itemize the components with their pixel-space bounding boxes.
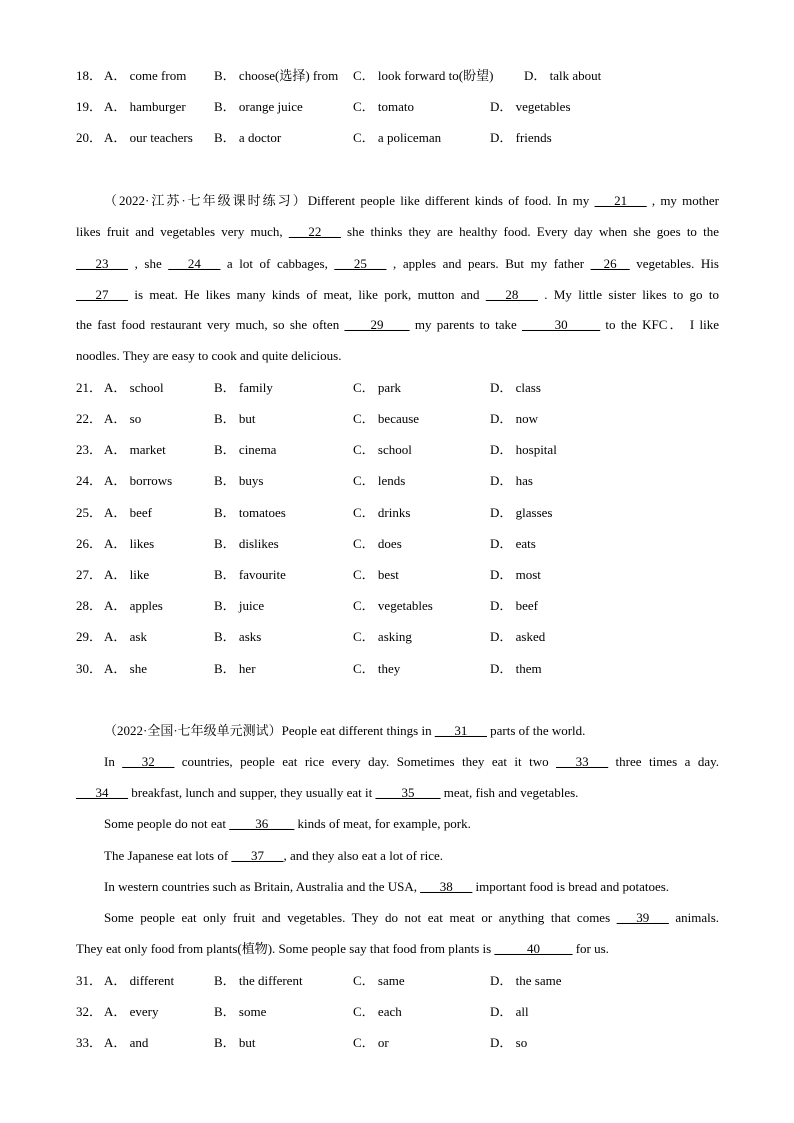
option-b: B． juice xyxy=(214,598,265,613)
question-number: 22． xyxy=(76,411,103,426)
option-d: D． asked xyxy=(490,629,546,644)
option-a: A． our teachers xyxy=(104,130,193,145)
passage2-line-1: （2022·全国·七年级单元测试）People eat different things in ___31___ parts of the world. xyxy=(104,723,586,738)
option-b: B． some xyxy=(214,1004,267,1019)
blank-24: ___24___ xyxy=(168,256,221,271)
option-c: C． a policeman xyxy=(353,130,442,145)
blank-23: ___23___ xyxy=(76,256,128,271)
option-b: B． cinema xyxy=(214,442,277,457)
option-c: C． because xyxy=(353,411,420,426)
blank-28: ___28___ xyxy=(485,287,538,302)
option-d: D． beef xyxy=(490,598,539,613)
blank-27: ___27___ xyxy=(76,287,128,302)
option-b: B． the different xyxy=(214,973,303,988)
option-c: C． look forward to(盼望) xyxy=(353,68,494,83)
passage2-line-2: In ___32___ countries, people eat rice every day. Sometimes they eat it two ___33___ three times a day. xyxy=(104,754,720,769)
blank-32: ___32___ xyxy=(122,754,175,769)
option-a: A． borrows xyxy=(104,473,173,488)
option-c: C． park xyxy=(353,380,402,395)
option-d: D． has xyxy=(490,473,533,488)
option-a: A． like xyxy=(104,567,150,582)
blank-38: ___38___ xyxy=(420,879,473,894)
option-a: A． ask xyxy=(104,629,147,644)
option-b: B． a doctor xyxy=(214,130,282,145)
question-number: 28． xyxy=(76,598,103,613)
option-c: C． school xyxy=(353,442,412,457)
option-a: A． school xyxy=(104,380,164,395)
option-d: D． all xyxy=(490,1004,529,1019)
option-c: C． drinks xyxy=(353,505,411,520)
option-c: C． does xyxy=(353,536,402,551)
option-d: D． the same xyxy=(490,973,562,988)
option-b: B． choose(选择) from xyxy=(214,68,339,83)
blank-35: ____35____ xyxy=(375,785,441,800)
option-c: C． lends xyxy=(353,473,406,488)
question-number: 29． xyxy=(76,629,103,644)
question-number: 26． xyxy=(76,536,103,551)
question-number: 23． xyxy=(76,442,103,457)
blank-26: __26__ xyxy=(590,256,630,271)
passage2-line-3: ___34___ breakfast, lunch and supper, they usually eat it ____35____ meat, fish and vegetables. xyxy=(76,785,579,800)
option-d: D． them xyxy=(490,661,542,676)
question-number: 30． xyxy=(76,661,103,676)
option-b: B． tomatoes xyxy=(214,505,286,520)
question-number: 27． xyxy=(76,567,103,582)
blank-21: ___21___ xyxy=(594,193,647,208)
option-a: A． apples xyxy=(104,598,163,613)
option-b: B． buys xyxy=(214,473,264,488)
option-b: B． family xyxy=(214,380,273,395)
question-number: 19． xyxy=(76,99,103,114)
option-b: B． dislikes xyxy=(214,536,279,551)
blank-31: ___31___ xyxy=(434,723,487,738)
passage2-line-7: Some people eat only fruit and vegetables. They do not eat meat or anything that comes ___39___ animals. xyxy=(104,910,720,925)
option-a: A． likes xyxy=(104,536,155,551)
passage2-line-5: The Japanese eat lots of ___37___, and they also eat a lot of rice. xyxy=(104,848,443,863)
option-a: A． and xyxy=(104,1035,149,1050)
passage1-line-2: likes fruit and vegetables very much, ___22___ she thinks they are healthy food. Every day when she goes to the xyxy=(76,224,719,239)
option-b: B． orange juice xyxy=(214,99,303,114)
blank-22: ___22___ xyxy=(288,224,341,239)
option-c: C． same xyxy=(353,973,405,988)
passage2-line-4: Some people do not eat ____36____ kinds of meat, for example, pork. xyxy=(104,816,471,831)
option-d: D． class xyxy=(490,380,541,395)
blank-40: _____40_____ xyxy=(494,941,573,956)
option-d: D． eats xyxy=(490,536,536,551)
option-b: B． favourite xyxy=(214,567,286,582)
option-b: B． but xyxy=(214,411,256,426)
blank-39: ___39___ xyxy=(616,910,669,925)
question-number: 20． xyxy=(76,130,103,145)
question-number: 21． xyxy=(76,380,103,395)
passage1-line-3: ___23___ , she ___24___ a lot of cabbages, ___25___ , apples and pears. But my father __26__ vegetables. His xyxy=(76,256,719,271)
question-number: 18． xyxy=(76,68,103,83)
option-a: A． she xyxy=(104,661,147,676)
question-number: 25． xyxy=(76,505,103,520)
passage1-line-1: （2022·江苏·七年级课时练习）Different people like different kinds of food. In my ___21___ , my mother xyxy=(104,193,720,208)
option-d: D． now xyxy=(490,411,539,426)
option-b: B． asks xyxy=(214,629,262,644)
option-a: A． beef xyxy=(104,505,153,520)
passage1-line-5: the fast food restaurant very much, so she often ____29____ my parents to take _____30_____ to the KFC． I like xyxy=(76,317,720,332)
passage2-line-6: In western countries such as Britain, Australia and the USA, ___38___ important food is bread and potatoes. xyxy=(104,879,670,894)
option-c: C． vegetables xyxy=(353,598,433,613)
passage1-line-6: noodles. They are easy to cook and quite delicious. xyxy=(76,348,342,363)
blank-33: ___33___ xyxy=(556,754,609,769)
blank-37: ___37___ xyxy=(231,848,284,863)
question-number: 31． xyxy=(76,973,103,988)
option-a: A． come from xyxy=(104,68,187,83)
option-d: D． friends xyxy=(490,130,552,145)
blank-36: ____36____ xyxy=(229,816,295,831)
option-b: B． her xyxy=(214,661,256,676)
blank-29: ____29____ xyxy=(344,317,410,332)
option-a: A． so xyxy=(104,411,142,426)
option-c: C． best xyxy=(353,567,399,582)
option-d: D． talk about xyxy=(524,68,602,83)
option-a: A． every xyxy=(104,1004,159,1019)
option-c: C． or xyxy=(353,1035,389,1050)
option-d: D． vegetables xyxy=(490,99,571,114)
question-number: 32． xyxy=(76,1004,103,1019)
option-d: D． most xyxy=(490,567,541,582)
question-number: 33． xyxy=(76,1035,103,1050)
option-c: C． tomato xyxy=(353,99,415,114)
option-d: D． glasses xyxy=(490,505,553,520)
option-c: C． each xyxy=(353,1004,402,1019)
option-d: D． so xyxy=(490,1035,528,1050)
option-a: A． market xyxy=(104,442,166,457)
option-c: C． asking xyxy=(353,629,412,644)
passage1-line-4: ___27___ is meat. He likes many kinds of meat, like pork, mutton and ___28___ . My little sister likes to go to xyxy=(76,287,719,302)
option-c: C． they xyxy=(353,661,401,676)
blank-25: ___25___ xyxy=(334,256,387,271)
option-a: A． different xyxy=(104,973,175,988)
option-d: D． hospital xyxy=(490,442,557,457)
passage2-line-8: They eat only food from plants(植物). Some people say that food from plants is _____40_____ for us. xyxy=(76,941,609,956)
question-number: 24． xyxy=(76,473,103,488)
option-a: A． hamburger xyxy=(104,99,186,114)
blank-34: ___34___ xyxy=(76,785,128,800)
option-b: B． but xyxy=(214,1035,256,1050)
blank-30: _____30_____ xyxy=(522,317,601,332)
